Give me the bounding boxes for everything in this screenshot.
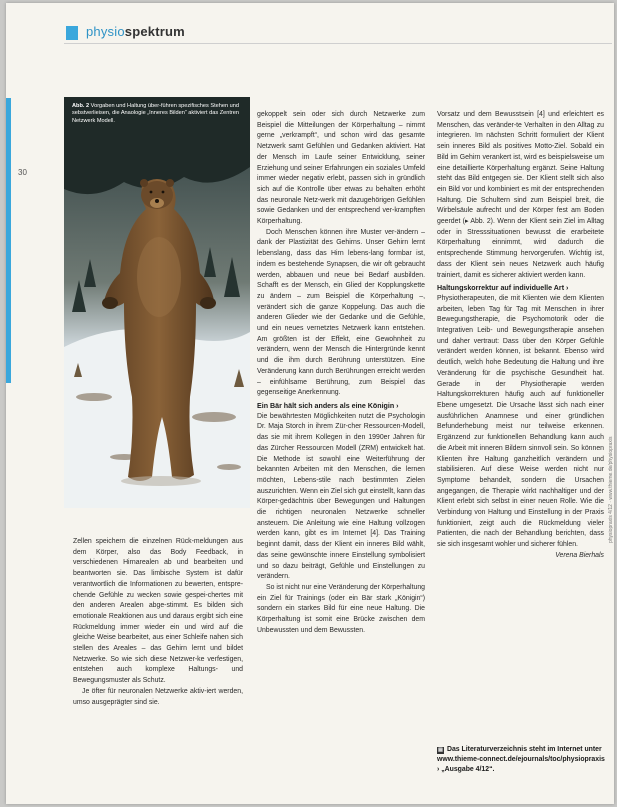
figure-caption [72,103,242,125]
magazine-page [6,3,614,804]
author-credit: Verena Bierhals [555,551,604,559]
document-icon: ▤ [438,747,443,753]
col1-paragraph: Zellen speichern die einzelnen Rück-meldungen aus dem Körper, also das Body Feedback, in verschiedenen Hirnarealen ab und bearbeiten und beantworten sie. Das limbische System ist dafür verantwortlich die Informationen zu bewerten, entspre-chende Gefühle zu wecken sowie gespei-chertes mit den anderen Arealen abge-stimmt. Es bilden sich emotionale Reaktionen aus und daraus ergibt sich eine Rückmeldung immer wieder ein und wird auf die gleiche Weise bearbeitet, aus einer Schleife nahen sich stellen des Areales – das Gehirn lernt und bildet Netzwerke. So wie sich diese Netzwer-ke verfestigen, entstehen auch komplexe Haltungs- und Bewegungsmuster als Schutz. [73,538,243,685]
caption-text: Vorgaben und Haltung über-führen spezifisches Stehen und sebstverlieisen, die Anaologie „Inneres Bilden“ aktiviert das Zentren Netzwerk Modell. [72,103,239,124]
caption-label: Abb. 2 [72,103,90,109]
col2-paragraph: Die bewährtesten Möglichkeiten nutzt die Psychologin Dr. Maja Storch in ihrem Zür-cher Ressourcen-Modell, das sie mit ihrem Kollegen in den 1990er Jahren für das Zürcher Ressourcen Modell (ZRM) entwickelt hat. Die Methode ist sowohl eine Weiterführung der bekannten Arbeiten mit den Menschen, die lernen möchten, Lebens-stile nach bestimmten Zielen auszurichten. Wenn ein Ziel sich gut einstellt, kann das Körper-gedächtnis über Bewegungen und Haltungen die richtigen neuronalen Netzwerke schneller ansteuern. Die Anleitung wie eine Haltung vollzogen werden kann, gibt es im Internet [4]. Das Training beginnt damit, dass der Klient ein inneres Bild wählt, das seine gewünschte innere Einstellung symbolisiert und so dazu beiträgt, Gefühle und Einstellungen zu verändern. [257,412,425,581]
references-text: Das Literaturverzeichnis steht im Internet unter www.thieme-connect.de/ejournals/toc/physiopraxis › „Ausgabe 4/12“. [437,746,605,773]
side-accent-stripe [6,98,11,383]
brand-main: spektrum [124,24,185,39]
col2-paragraph: So ist nicht nur eine Veränderung der Körperhaltung ein Ziel für Trainings (oder ein Bär stark „Königin“) sondern ein starkes Bild für eine neue Haltung. Die Körperhaltung ist somit eine Brücke zwischen dem Unbewussten und dem Bewussten. [257,583,425,634]
col2-paragraph: Doch Menschen können ihre Muster ver-ändern – dank der Plastizität des Gehirns. Unser Gehirn lernt lebenslang, dass das Hirn lebens-lang formbar ist, indem es bestehende Synapsen, die wir oft gebraucht werden, abbauen und neue bei Bedarf ausbilden. Schafft es der Mensch, ein Glied der Kopplungskette zu ändern – zum Beispiel die Körperhaltung –, verändert sich die ganze Koppelung. Das auch die anderen Glieder wie der Gedanke und die Gefühle, und ein neues vernetztes Netzwerk kann entstehen. Am größten ist der Effekt, eine Gewohnheit zu verändern, wenn der Mensch die Hintergründe kennt und die ihm durch Berührung unterstützen. Eine Veränderung kann durch Berührungen erreicht werden – einfühlsame Berührung, zum Beispiel das gegenseitige Anerkennung. [257,228,425,397]
figure-photo [64,97,250,508]
magazine-section-title [86,24,185,39]
references-note [437,745,605,775]
col1-paragraph: Je öfter für neuronalen Netzwerke aktiv-iert werden, umso ausgeprägter sind sie. [73,687,243,706]
brand-color-block [66,26,78,40]
standing-bear-illustration [64,97,250,508]
col2-paragraph: gekoppelt sein oder sich durch Netzwerke zum Beispiel die Mitteilungen der Körperhaltung – nimmt gerne „verkrampft“, und schon wird das gesamte Netzwerk samt Gefühlen und Gedanken aktiviert. Hat der Mensch im Laufe seiner Entwicklung, seiner Erziehung und seiner Erfahrungen ein soziales Umfeld immer wieder negativ erlebt, passen sich in gründlich sich auf die Kontrolle über etwas zu behalten erhöht das neuronale Netz-werk mit dazugehörigen Gefühlen sowie Gedanken und der entsprechend ver-krampften Körperhaltung. [257,111,425,226]
vertical-footer: physiopraxis 4/12 · www.thieme.de/physiopraxis [608,436,614,543]
section-heading-bear: Ein Bär hält sich anders als eine Königin › [257,401,399,410]
header-rule [64,43,612,44]
brand-prefix: physio [86,24,125,39]
article-column-3 [437,110,604,562]
article-column-1 [73,537,243,708]
page-number: 30 [18,168,27,177]
col3-paragraph: Vorsatz und dem Bewusstsein [4] und erleichtert es Menschen, das veränder-te Verhalten in den Alltag zu integrieren. Im nächsten Schritt formuliert der Klient sein inneres Bild als positives Motto-Ziel. Sobald ein Bild im Gehirn verankert ist, wird es beispielsweise um eine detaillierte Körperhaltung ergänzt. Seine Haltung steht das Bild entgegen sie. Der Klient stellt sich also ein Bild vor und kombiniert es mit der entsprechenden Haltung. Die Schultern sind zum Beispiel breit, die Wirbelsäule aufrecht und der Körper fest am Boden geerdet (▸ Abb. 2). Wenn der Klient sein Ziel im Alltag oder in Stresssituationen bewusst die erarbeitete Körperhaltung einnimmt, wird dadurch die entsprechende Stimmung hervorgerufen. Wichtig ist, dass der Klient sein neues Netzwerk auch häufig trainiert, damit es sicherer aktiviert werden kann. [437,111,604,279]
article-column-2 [257,110,425,636]
col3-paragraph: Physiotherapeuten, die mit Klienten wie dem Klienten arbeiten, leben Tag für Tag mit Menschen in ihrer Bewegungstherapie, die Psychomotorik oder die Integrativen Leib- und Bewegungstherapie ansehen und daher vertraut: Dass über den Körper Gefühle verändert werden können, ist bekannt. Ebenso wird deutlich, welch hohe Bedeutung die Haltung und ihre Veränderung für die psychische Gesundheit hat. Gerade in der Physiotherapie werden Haltungskorrekturen häufig auch auf funktioneller Ebene umgesetzt. Die Ursache lässt sich nach einer ausführlichen Anamnese und einer gründlichen Befunderhebung meist nur teilweise erkennen. Ergänzend zur funktionellen Behandlung kann auch die Arbeit mit inneren Bildern sinnvoll sein. So können Klienten ihre Haltung ganzheitlich verändern und stabilisieren. Auf diese Weise werden nicht nur Symptome behandelt, sondern die Ursachen angegangen, die Therapie wirkt nachhaltiger und der Klient erlebt sich selbst in einer neuen Rolle. Wie die Verbindung von Haltung und Einstellung in der Praxis funktioniert, zeigt auch die Rückmeldung vieler Patienten, die nach der Behandlung berichten, dass sie sich insgesamt wohler und sicherer fühlen. [437,294,604,549]
section-heading-posture: Haltungskorrektur auf individuelle Art › [437,284,569,293]
